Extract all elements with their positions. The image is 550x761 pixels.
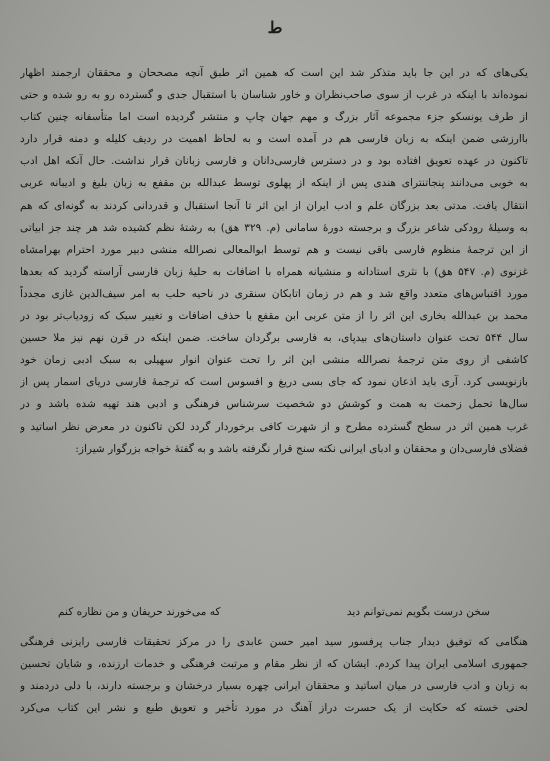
text-line: باارزشی ضمن اینکه به زبان فارسی هم در آمده است و به لحاظ اهمیت در ردیف کلیله و دمنه قرار دارد: [20, 133, 528, 146]
text-line: غزنوی (م. ۵۴۷ هق) با نثری استادانه و منشیانه همراه با اضافات به حلیهٔ زبان فارسی آراسته گردید که بعدها: [20, 265, 528, 278]
text-line: هنگامی که توفیق دیدار جناب پرفسور سید امیر حسن عابدی را در مرکز تحقیقات فارسی رایزنی فرهنگی: [20, 636, 528, 648]
text-line: به خوبی می‌دانند پنجاتنترای هندی پس از اینکه از پهلوی توسط عبدالله بن مقفع به زبان بلیغ و ادیبانه عربی: [20, 177, 528, 190]
text-line: از این ترجمهٔ منظوم فارسی باقی نیست و هم توسط ابوالمعالی نصرالله منشی دبیر مورد احترام بهرامشاه: [20, 243, 528, 256]
text-line: محمد بن عبدالله بخاری این اثر را از متن عربی ابن مقفع با حذف اضافات و تغییر سبک که زودیاب‌تر بود در: [20, 310, 528, 323]
text-line: از طرف یونسکو جزء مجموعه آثار بزرگ و مهم جهان چاپ و منتشر گردیده است اما متأسفانه چنین کتاب: [20, 111, 528, 124]
paragraph-main: [20, 62, 528, 460]
text-line: به وسیلهٔ رودکی شاعر بزرگ و برجسته دورهٔ سامانی (م. ۳۲۹ هق) به رشتهٔ نظم کشیده شد هر چند جز ابیاتی: [20, 221, 528, 234]
text-line: سال‌ها تحمل زحمت به همت و کوشش دو شخصیت سرشناس فرهنگی و ادبی هند تهیه شده باشد و در: [20, 398, 528, 411]
text-line: لحنی خسته که حکایت از یک حسرت دراز آهنگ در مورد تأخیر و تعویق طبع و نشر این کتاب می‌کرد: [20, 702, 528, 714]
text-line: کاشفی از روی متن ترجمهٔ نصرالله منشی این اثر را تحت عنوان انوار سهیلی به سبک ادبی زمان خود: [20, 354, 528, 367]
text-line: بازنویسی کرد. آری باید اذعان نمود که جای بسی دریغ و افسوس است که ترجمهٔ فارسی دریای اسمار پس از: [20, 376, 528, 389]
text-line: فضلای فارسی‌دان و محققان و ادبای ایرانی نکته سنج قرار نگرفته باشد و به گفتهٔ خواجه بزرگوار شیراز:: [75, 442, 528, 455]
page-number: ط: [267, 18, 283, 37]
poem-verse: [20, 606, 528, 618]
verse-hemistich-first: سخن درست بگویم نمی‌توانم دید: [346, 606, 490, 618]
text-line: مورد اقتباس‌های متعدد واقع شد و هم در زمان اتابکان سنقری در ناحیه حلب به امر سیف‌الدین غازی مجدداً: [20, 287, 528, 300]
text-line: سال ۵۴۴ تحت عنوان داستان‌های بیدپای، به فارسی برگردان ساخت. ضمن اینکه در قرن نهم نیز ملا حسین: [20, 332, 528, 345]
text-line: نموده‌اند با اینکه در غرب از سوی صاحب‌نظران و خاور شناسان با استقبال جدی و گسترده رو به رو شده و حتی: [20, 89, 528, 102]
text-line: تاکنون در عهده تعویق افتاده بود و در دسترس فارسی‌دانان و فارسی زبانان قرار نداشت. حال آنکه اهل ادب: [20, 155, 528, 168]
text-line: غرب همین اثر در سطح گسترده مطرح و از شهرت کافی برخوردار گردد لکن تاکنون در معرض نظر اساتید و: [20, 420, 528, 433]
text-line: جمهوری اسلامی ایران پیدا کردم. ایشان که از نظر مقام و مرتبت فرهنگی و خدمات ارزنده، و شایان تحسین: [20, 658, 528, 670]
paragraph-second: [20, 631, 528, 719]
text-line: یکی‌های که در این جا باید متذکر شد این است که همین اثر طبق آنچه مصححان و محققان ارجمند اظهار: [20, 67, 528, 79]
verse-hemistich-second: که می‌خورند حریفان و من نظاره کنم: [58, 606, 221, 618]
text-line: به زبان و ادب فارسی در میان اساتید و محققان ایرانی چهره بسیار درخشان و برجسته دارند، با دلی دردمند و: [20, 680, 528, 692]
text-line: انتقال یافت. مدتی بعد بزرگان علم و ادب ایران از این اثر تا آنجا استقبال و قدردانی کردند به گونه‌ای که هم: [20, 199, 528, 212]
